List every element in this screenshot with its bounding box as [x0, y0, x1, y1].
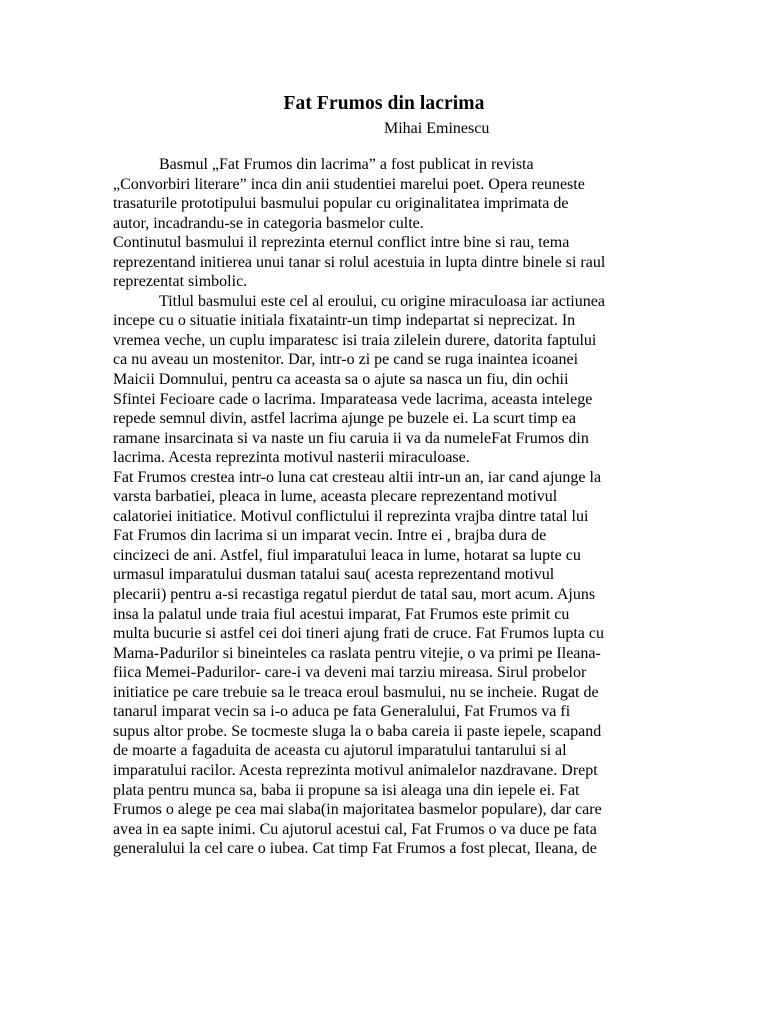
- text-line: Continutul basmului il reprezinta eternul conflict intre bine si rau, tema: [113, 234, 570, 252]
- text-line: Maicii Domnului, pentru ca aceasta sa o ajute sa nasca un fiu, din ochii: [113, 371, 569, 389]
- text-line: ca nu aveau un mostenitor. Dar, intr-o zi pe cand se ruga inaintea icoanei: [113, 351, 579, 369]
- text-line: insa la palatul unde traia fiul acestui imparat, Fat Frumos este primit cu: [113, 605, 570, 623]
- document-body: [113, 155, 653, 859]
- text-line: incepe cu o situatie initiala fixataintr-un timp indepartat si neprecizat. In: [113, 312, 576, 330]
- text-line: plata pentru munca sa, baba ii propune sa isi aleaga una din iepele ei. Fat: [113, 781, 580, 799]
- text-line: trasaturile prototipului basmului popular cu originalitatea imprimata de: [113, 195, 569, 213]
- document-author: Mihai Eminescu: [384, 120, 490, 137]
- text-line: supus altor probe. Se tocmeste sluga la o baba careia ii paste iepele, scapand: [113, 722, 602, 740]
- text-line: reprezentand initierea unui tanar si rolul acestuia in lupta dintre binele si raul: [113, 253, 606, 271]
- text-line: de moarte a fagaduita de aceasta cu ajutorul imparatului tantarului si al: [113, 742, 567, 760]
- text-line: „Convorbiri literare” inca din anii studentiei marelui poet. Opera reuneste: [113, 175, 585, 193]
- text-line: autor, incadrandu-se in categoria basmelor culte.: [113, 214, 424, 232]
- text-line: tanarul imparat vecin sa i-o aduca pe fata Generalului, Fat Frumos va fi: [113, 703, 571, 721]
- text-line: Frumos o alege pe cea mai slaba(in majoritatea basmelor populare), dar care: [113, 801, 602, 819]
- text-line: imparatului racilor. Acesta reprezinta motivul animalelor nazdravane. Drept: [113, 761, 598, 779]
- text-line: calatoriei initiatice. Motivul conflictului il reprezinta vrajba dintre tatal lui: [113, 507, 589, 525]
- text-line: Sfintei Fecioare cade o lacrima. Imparateasa vede lacrima, aceasta intelege: [113, 390, 593, 408]
- text-line: varsta barbatiei, pleaca in lume, aceasta plecare reprezentand motivul: [113, 488, 558, 506]
- text-line: ramane insarcinata si va naste un fiu caruia ii va da numeleFat Frumos din: [113, 429, 589, 447]
- document-title: Fat Frumos din lacrima: [283, 93, 485, 114]
- text-line: repede semnul divin, astfel lacrima ajunge pe buzele ei. La scurt timp ea: [113, 410, 576, 428]
- text-line: fiica Memei-Padurilor- care-i va deveni mai tarziu mireasa. Sirul probelor: [113, 664, 587, 682]
- text-line: lacrima. Acesta reprezinta motivul nasterii miraculoase.: [113, 449, 470, 467]
- text-line: Fat Frumos din lacrima si un imparat vecin. Intre ei , brajba dura de: [113, 527, 547, 545]
- text-line: urmasul imparatului dusman tatalui sau( acesta reprezentand motivul: [113, 566, 555, 584]
- text-line: multa bucurie si astfel cei doi tineri ajung frati de cruce. Fat Frumos lupta cu: [113, 625, 604, 643]
- text-line: plecarii) pentru a-si recastiga regatul pierdut de tatal sau, mort acum. Ajuns: [113, 586, 596, 604]
- text-line: reprezentat simbolic.: [113, 273, 248, 291]
- text-line: avea in ea sapte inimi. Cu ajutorul acestui cal, Fat Frumos o va duce pe fata: [113, 820, 597, 838]
- text-line: generalului la cel care o iubea. Cat timp Fat Frumos a fost plecat, Ileana, de: [113, 840, 597, 858]
- text-line: Fat Frumos crestea intr-o luna cat cresteau altii intr-un an, iar cand ajunge la: [113, 468, 602, 486]
- text-line: vremea veche, un cuplu imparatesc isi traia zilelein durere, datorita faptului: [113, 331, 597, 349]
- text-line: Titlul basmului este cel al eroului, cu origine miraculoasa iar actiunea: [159, 292, 605, 310]
- text-line: Mama-Padurilor si bineinteles ca raslata pentru vitejie, o va primi pe Ileana-: [113, 644, 601, 662]
- text-line: initiatice pe care trebuie sa le treaca eroul basmului, nu se incheie. Rugat de: [113, 683, 599, 701]
- text-line: Basmul „Fat Frumos din lacrima” a fost publicat in revista: [159, 156, 534, 173]
- text-line: cincizeci de ani. Astfel, fiul imparatului leaca in lume, hotarat sa lupte cu: [113, 546, 581, 564]
